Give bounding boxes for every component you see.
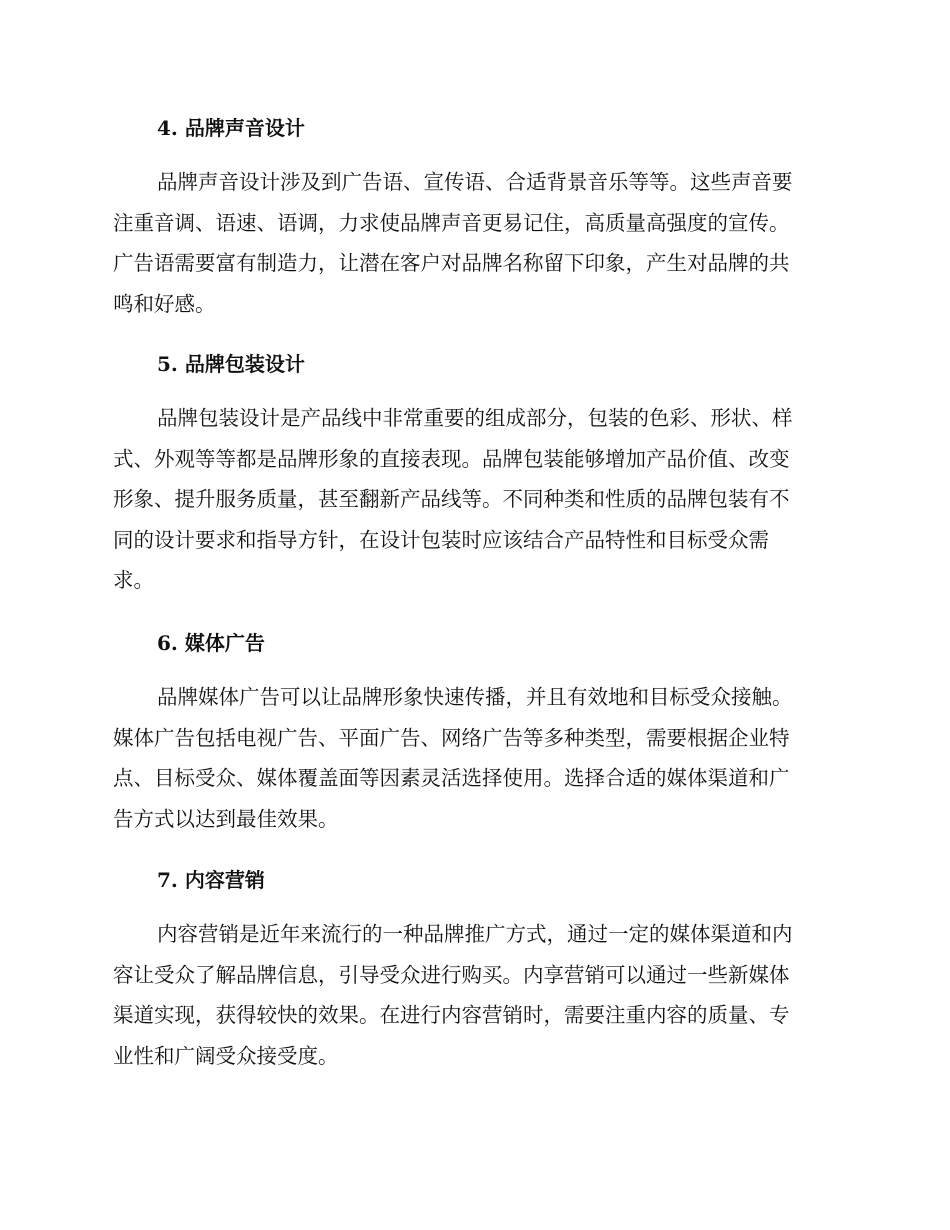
paragraph-line: 同的设计要求和指导方针，在设计包装时应该结合产品特性和目标受众需 [113, 527, 769, 552]
paragraph-line: 告方式以达到最佳效果。 [113, 806, 339, 831]
section-paragraph-6 [113, 677, 833, 839]
paragraph-line: 品牌媒体广告可以让品牌形象快速传播，并且有效地和目标受众接触。 [157, 685, 793, 709]
section-heading-6: 6. 媒体广告 [157, 631, 265, 655]
paragraph-line: 鸣和好感。 [113, 291, 216, 316]
paragraph-line: 品牌声音设计涉及到广告语、宣传语、合适背景音乐等等。这些声音要 [157, 170, 793, 194]
section-paragraph-7 [113, 914, 833, 1076]
paragraph-line: 渠道实现，获得较快的效果。在进行内容营销时，需要注重内容的质量、专 [113, 1003, 790, 1027]
section-paragraph-5 [113, 398, 833, 601]
paragraph-line: 形象、提升服务质量，甚至翻新产品线等。不同种类和性质的品牌包装有不 [113, 487, 790, 511]
paragraph-line: 求。 [113, 568, 154, 592]
paragraph-line: 点、目标受众、媒体覆盖面等因素灵活选择使用。选择合适的媒体渠道和广 [113, 766, 790, 790]
section-heading-7: 7. 内容营销 [157, 868, 265, 892]
paragraph-line: 式、外观等等都是品牌形象的直接表现。品牌包装能够增加产品价值、改变 [113, 446, 790, 471]
paragraph-line: 容让受众了解品牌信息，引导受众进行购买。内享营销可以通过一些新媒体 [113, 962, 790, 987]
paragraph-line: 业性和广阔受众接受度。 [113, 1043, 339, 1068]
paragraph-line: 广告语需要富有制造力，让潜在客户对品牌名称留下印象，产生对品牌的共 [113, 251, 790, 275]
paragraph-line: 注重音调、语速、语调，力求使品牌声音更易记住，高质量高强度的宣传。 [113, 210, 790, 235]
paragraph-line: 品牌包装设计是产品线中非常重要的组成部分，包装的色彩、形状、样 [157, 406, 793, 430]
paragraph-line: 媒体广告包括电视广告、平面广告、网络广告等多种类型，需要根据企业特 [113, 725, 790, 750]
section-heading-5: 5. 品牌包装设计 [157, 352, 305, 376]
paragraph-line: 内容营销是近年来流行的一种品牌推广方式，通过一定的媒体渠道和内 [157, 922, 793, 946]
section-paragraph-4 [113, 162, 833, 324]
section-heading-4: 4. 品牌声音设计 [157, 116, 305, 140]
